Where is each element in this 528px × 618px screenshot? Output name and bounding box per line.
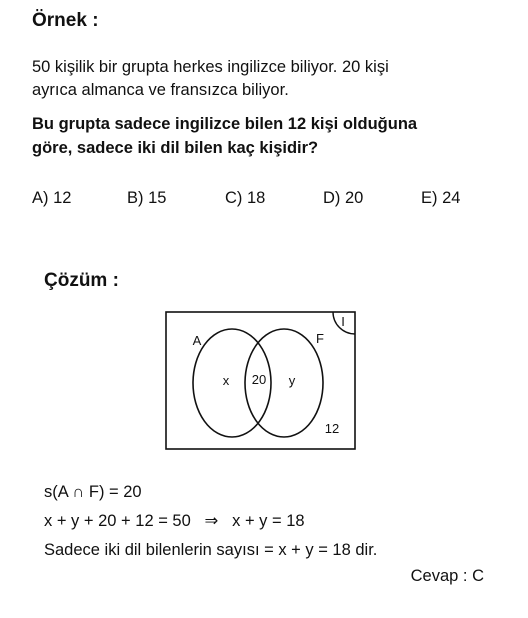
- region-outside: 12: [324, 421, 340, 436]
- option-c[interactable]: C) 18: [225, 189, 266, 207]
- question-line-1: Bu grupta sadece ingilizce bilen 12 kişi olduğuna: [32, 115, 418, 133]
- set-f-label: F: [316, 331, 324, 346]
- solution-line-1: s(A ∩ F) = 20: [44, 483, 142, 501]
- question-line-2: göre, sadece iki dil bilen kaç kişidir?: [32, 139, 319, 157]
- option-b[interactable]: B) 15: [127, 189, 167, 207]
- solution-heading: Çözüm :: [44, 270, 119, 291]
- problem-line-1: 50 kişilik bir grupta herkes ingilizce biliyor. 20 kişi: [32, 58, 389, 76]
- option-d[interactable]: D) 20: [323, 189, 364, 207]
- example-heading: Örnek :: [32, 10, 99, 31]
- region-intersection: 20: [251, 372, 267, 387]
- solution-line-3: Sadece iki dil bilenlerin sayısı = x + y = 18 dir.: [44, 541, 378, 559]
- option-a[interactable]: A) 12: [32, 189, 72, 207]
- region-only-a: x: [222, 373, 230, 388]
- solution-line-2: x + y + 20 + 12 = 50 ⇒ x + y = 18: [44, 512, 305, 530]
- set-a-label: A: [192, 333, 202, 348]
- universal-set-label: I: [341, 314, 345, 329]
- region-only-f: y: [288, 373, 296, 388]
- option-e[interactable]: E) 24: [421, 189, 461, 207]
- problem-line-2: ayrıca almanca ve fransızca biliyor.: [32, 81, 289, 99]
- answer-label: Cevap : C: [410, 567, 484, 585]
